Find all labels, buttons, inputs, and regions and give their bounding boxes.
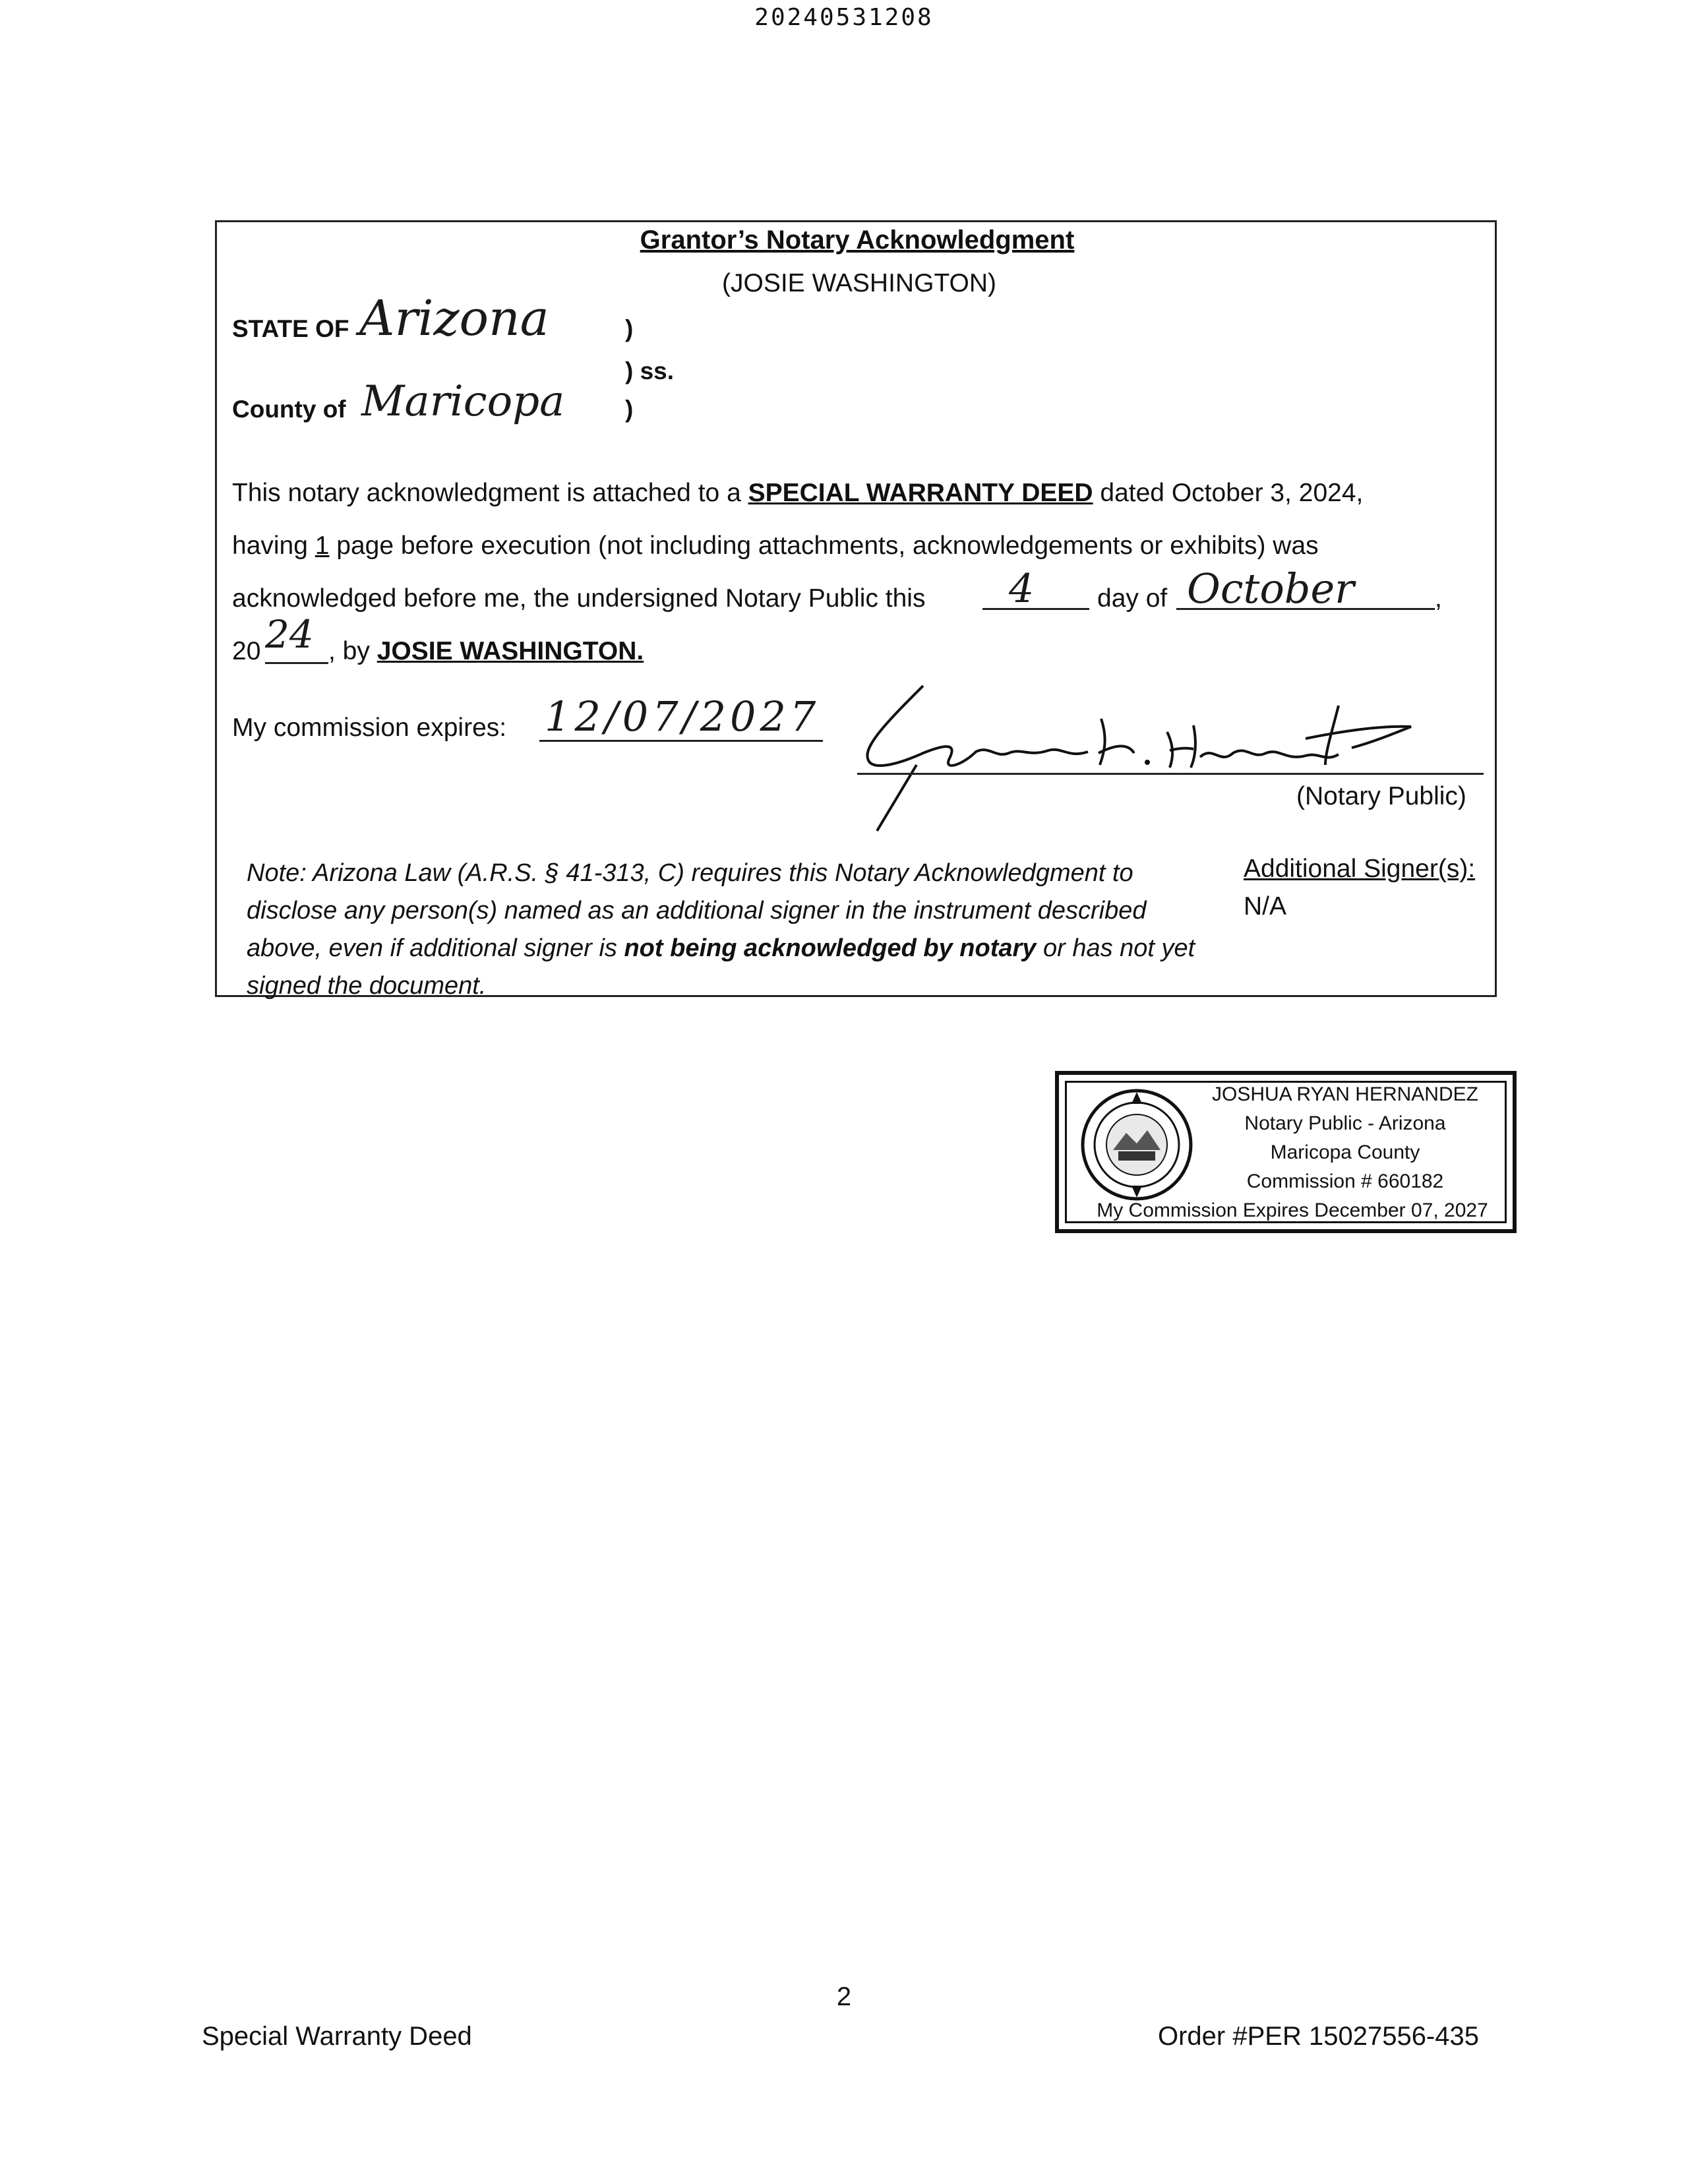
state-label: STATE OF [232, 315, 349, 342]
commission-label: My commission expires: [232, 713, 507, 742]
ack-line-4-text-b: , by [328, 637, 377, 665]
stamp-notary-name: JOSHUA RYAN HERNANDEZ [1212, 1083, 1478, 1105]
ack-line-3 [232, 584, 925, 613]
county-value: Maricopa [361, 377, 565, 426]
county-label: County of [232, 396, 346, 423]
acknowledgment-title: Grantor’s Notary Acknowledgment [640, 226, 1075, 255]
page-count: 1 [315, 531, 330, 560]
day-of-text: day of [1097, 584, 1168, 613]
ack-line-2 [232, 531, 1319, 561]
ack-line-4 [328, 637, 644, 666]
additional-signers-value: N/A [1244, 892, 1287, 921]
commission-value: 12/07/2027 [545, 692, 820, 741]
deed-type: SPECIAL WARRANTY DEED [748, 479, 1093, 507]
day-blank [982, 608, 1089, 610]
stamp-notary-title: Notary Public - Arizona [1244, 1112, 1446, 1134]
footer-order-number: Order #PER 15027556-435 [1158, 2022, 1479, 2051]
stamp-commission-number: Commission # 660182 [1246, 1170, 1444, 1192]
ack-line-2-text-a: having [232, 531, 315, 560]
arizona-seal-icon [1079, 1087, 1195, 1203]
signer-name: JOSIE WASHINGTON. [377, 637, 644, 665]
footer-document-title: Special Warranty Deed [202, 2022, 472, 2051]
note-bold-text: not being acknowledged by notary [624, 934, 1037, 962]
additional-signers-label: Additional Signer(s): [1244, 855, 1476, 883]
ack-line-1 [232, 479, 1363, 508]
venue-paren-ss: ) ss. [625, 357, 675, 384]
page-number: 2 [836, 1982, 852, 2011]
month-value: October [1187, 564, 1354, 613]
venue-paren-top: ) [625, 315, 634, 342]
ack-line-3-text-a: acknowledged before me, the undersigned Notary Public this [232, 584, 926, 613]
month-comma: , [1435, 584, 1442, 613]
year-blank [265, 662, 328, 664]
venue-paren-bottom: ) [625, 396, 634, 423]
day-value: 4 [1009, 566, 1035, 612]
ack-line-1-text-a: This notary acknowledgment is attached to a [232, 479, 748, 507]
year-value: 24 [265, 612, 314, 657]
disclosure-note [247, 855, 1222, 1005]
note-text: Note: Arizona Law (A.R.S. § 41-313, C) requires this Notary Acknowledgment to disclose any person(s) named as an additional signer in the instrument described above, even if additional signer is [247, 859, 1147, 962]
acknowledgment-subtitle: (JOSIE WASHINGTON) [722, 269, 997, 297]
document-number: 20240531208 [754, 4, 934, 31]
year-prefix: 20 [232, 637, 261, 665]
ack-line-1-text-b: dated October 3, 2024, [1093, 479, 1364, 507]
notary-public-label: (Notary Public) [1296, 782, 1466, 810]
notary-signature [851, 679, 1431, 837]
stamp-county: Maricopa County [1270, 1141, 1420, 1163]
state-value: Arizona [359, 290, 549, 347]
signature-line [857, 773, 1484, 775]
ack-line-2-text-b: page before execution (not including attachments, acknowledgements or exhibits) was [329, 531, 1319, 560]
note-end-text: or has not yet signed the document. [247, 934, 1195, 1000]
stamp-expiration: My Commission Expires December 07, 2027 [1097, 1199, 1488, 1221]
